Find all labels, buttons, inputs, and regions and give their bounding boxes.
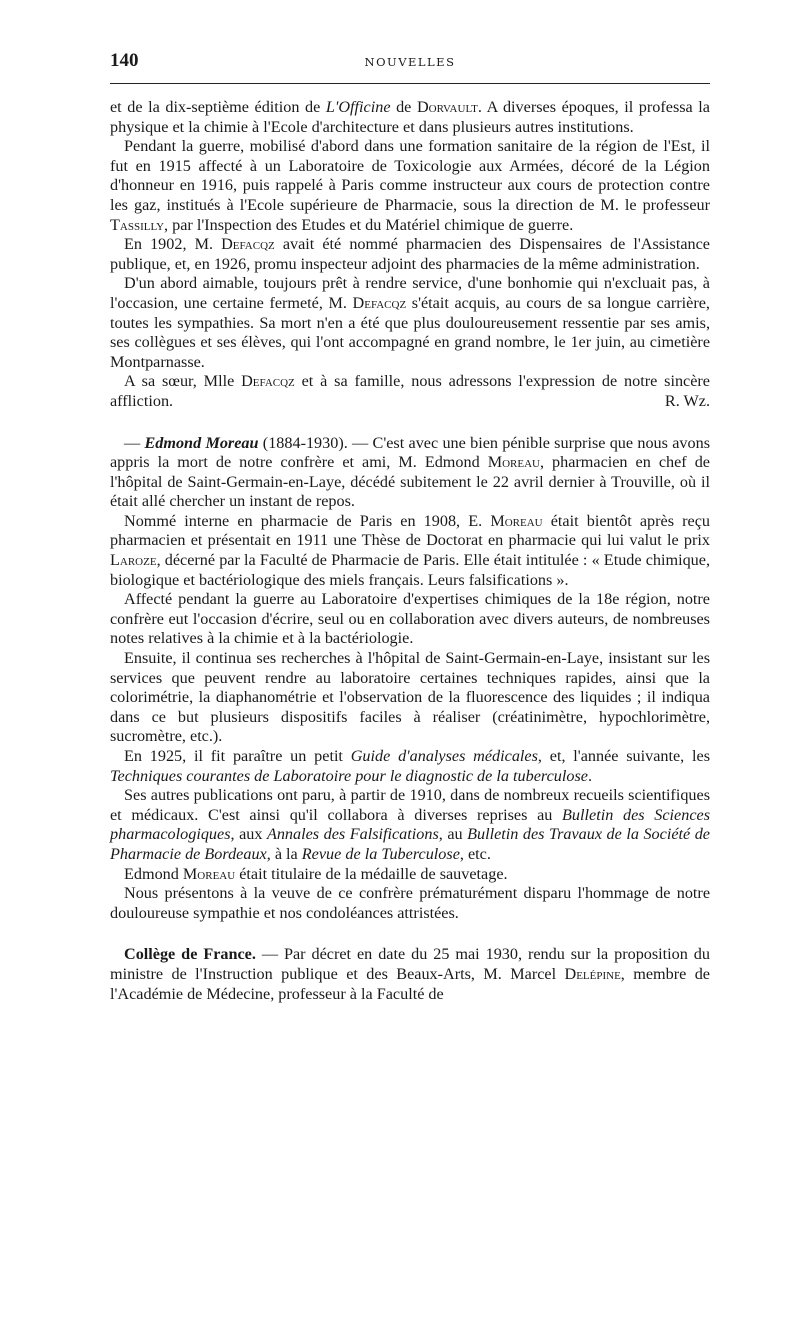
text-run: Moreau	[490, 511, 543, 530]
text-run: , membre de l'Académie de Médecine, professeur à la Faculté de	[110, 964, 710, 1003]
text-run: Affecté pendant la guerre au Laboratoire d'expertises chimiques de la 18e région, notre confrère eut l'occasion d'écrire, seul ou en collaboration avec divers auteurs, de nombreuses notes relatives à la chimie et à la bactériologie.	[110, 590, 710, 648]
text-run: Techniques courantes de Laboratoire pour le diagnostic de la tuberculose	[110, 766, 588, 785]
text-run: Pendant la guerre, mobilisé d'abord dans une formation sanitaire de la région de l'Est, il fut en 1915 affecté à un Laboratoire de Toxicologie aux Armées, décoré de la Légion d'honneur en 1916, puis rappelé à Paris comme instructeur aux cours de protection contre les gaz, institués à l'Ecole supérieure de Pharmacie, sous la direction de M. le professeur	[110, 137, 710, 214]
paragraph	[110, 945, 710, 1004]
text-run: .	[587, 766, 592, 785]
paragraph	[110, 786, 710, 864]
text-run: Ses autres publications ont paru, à partir de 1910, dans de nombreux recueils scientifiques et médicaux. C'est ainsi qu'il collabora à diverses reprises au	[110, 786, 710, 824]
text-run: En 1902, M.	[124, 235, 222, 254]
running-head: NOUVELLES	[364, 55, 456, 69]
text-run: , par l'Inspection des Etudes et du Matériel chimique de guerre.	[164, 215, 574, 234]
text-run: Edmond	[124, 864, 183, 883]
paragraph	[110, 372, 710, 411]
text-run: Collège de France.	[124, 945, 256, 964]
page-number: 140	[110, 50, 139, 71]
text-run: Defacqz	[352, 293, 407, 312]
text-run: Tassilly	[110, 215, 165, 234]
text-run: D'un abord aimable, toujours prêt à rendre service, d'une bonhomie qui n'excluait pas, à l'occasion, une certaine fermeté, M.	[110, 274, 710, 312]
text-run: , et, l'année suivante, les	[537, 747, 711, 765]
paragraph	[110, 865, 710, 885]
text-run: avait été nommé pharmacien des Dispensaires de l'Assistance publique, et, en 1926, promu inspecteur adjoint des pharmacies de la même administration.	[110, 235, 710, 273]
text-run: Bulletin des Travaux de la Société de Pharmacie de Bordeaux	[110, 825, 710, 863]
paragraph	[110, 649, 710, 747]
text-run: — Par décret en date du 25 mai 1930, rendu sur la proposition du ministre de l'Instruction publique et des Beaux-Arts, M. Marcel	[110, 945, 710, 983]
text-run: Nommé interne en pharmacie de Paris en 1908, E.	[124, 511, 491, 530]
text-run: , aux	[230, 825, 267, 844]
text-run: Edmond Moreau	[144, 433, 259, 452]
page-header	[110, 46, 710, 76]
author-signature: R. Wz.	[664, 391, 710, 410]
text-run: Guide d'analyses médicales	[350, 747, 538, 765]
text-run: —	[124, 433, 145, 452]
text-run: Annales des Falsifications	[266, 825, 439, 844]
paragraph	[110, 512, 710, 590]
text-run: était bientôt après reçu pharmacien et présentait en 1911 une Thèse de Doctorat en pharmacie qui lui valut le prix	[110, 511, 710, 550]
text-run: était titulaire de la médaille de sauvetage.	[235, 864, 508, 883]
text-run: Moreau	[487, 453, 540, 472]
text-run: , décerné par la Faculté de Pharmacie de Paris. Elle était intitulée : « Etude chimique, biologique et bactériologique des miels français. Leurs falsifications ».	[110, 551, 710, 589]
paragraph	[110, 884, 710, 923]
text-run: Moreau	[182, 864, 236, 883]
text-run: Laroze	[110, 551, 157, 570]
text-run: , etc.	[459, 844, 491, 863]
text-run: , au	[438, 825, 468, 844]
text-run: Revue de la Tuberculose	[301, 844, 460, 863]
text-run: , pharmacien en chef de l'hôpital de Saint-Germain-en-Laye, décédé subitement le 22 avril dernier à Trouville, où il était allé chercher un instant de repos.	[110, 453, 710, 511]
text-run: et de la dix-septième édition de	[110, 98, 326, 116]
text-run: . A diverses époques, il professa la physique et la chimie à l'Ecole d'architecture et dans plusieurs autres institutions.	[110, 98, 710, 136]
paragraph	[110, 434, 710, 512]
text-run: Nous présentons à la veuve de ce confrère prématurément disparu l'hommage de notre douloureuse sympathie et nos condoléances attristées.	[110, 884, 710, 922]
text-run: Defacqz	[221, 235, 275, 254]
paragraph	[110, 137, 710, 235]
text-run: , à la	[266, 844, 302, 863]
text-run: Defacqz	[241, 372, 295, 391]
paragraph	[110, 98, 710, 137]
paragraph	[110, 235, 710, 274]
text-run: Delépine	[564, 964, 621, 983]
text-run: En 1925, il fit paraître un petit	[124, 747, 351, 765]
paragraph	[110, 274, 710, 372]
text-run: A sa sœur, Mlle	[124, 372, 242, 391]
text-run: L'Officine	[325, 98, 391, 116]
paragraph	[110, 590, 710, 649]
text-run: de	[390, 98, 417, 116]
text-run: Bulletin des Sciences pharmacologiques	[110, 805, 710, 844]
text-run: et à sa famille, nous adressons l'expression de notre sincère affliction.	[110, 372, 710, 410]
text-run: Ensuite, il continua ses recherches à l'hôpital de Saint-Germain-en-Laye, insistant sur les services que peuvent rendre au laboratoire certaines techniques rapides, ainsi que la colorimétrie, la diaphanométrie et l'observation de la fluorescence des liquides ; il indiqua dans ce but plusieurs dispositifs faciles à réaliser (créatinimètre, hypochlorimètre, sucromètre, etc.).	[110, 649, 710, 746]
text-run: s'était acquis, au cours de sa longue carrière, toutes les sympathies. Sa mort n'en a été que plus douloureusement ressentie par ses amis, ses collègues et ses élèves, qui l'ont accompagné en grand nombre, le 1er juin, au cimetière Montparnasse.	[110, 293, 710, 371]
header-rule	[110, 83, 710, 84]
text-run: (1884-1930). — C'est avec une bien pénible surprise que nous avons appris la mort de notre confrère et ami, M. Edmond	[110, 433, 711, 472]
paragraph	[110, 747, 710, 786]
body-text	[110, 98, 710, 1004]
text-run: Dorvault	[416, 98, 478, 116]
